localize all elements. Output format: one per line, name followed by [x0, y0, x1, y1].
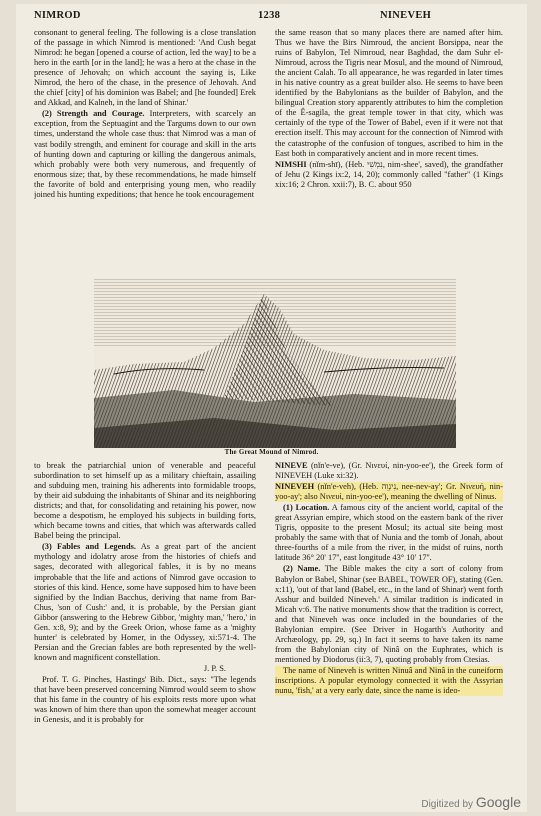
paragraph: the same reason that so many places there are named after him. Thus we have the Birs Nimroud, the ancient Borsippa, near the ruins of Babylon, Tel Nimroud, near Baghdad, the dam Suhr el-Nimroud, across the Tigris near Mosul, and the mound of Nimroud, the ancient Calah. To all appearance, he was regarded in later times in his native country as a great builder also. He seems to have been identified by the Babylonians as the builder of Babylon, and the bilingual Creation story apparently attributes to him the completion of the Ê-sagila, the great temple tower in that city, which was certainly of the type of the Tower of Babel, even if it were not that erection itself. This may account for the connection of Nimrod with the catastrophe of the confusion of tongues, ascribed to him in the East both in comparatively ancient and in more recent times. — [275, 28, 503, 158]
section-text: The Bible makes the city a sort of colony from Babylon or Babel, Shinar (see BABEL, TOWER OF), stating (Gen. x:11), 'out of that land (Babel, etc., in the land of Shinar) went forth Asshur and builded Nineveh.' A similar tradition is indicated in Micah v:6. The native monuments show that the tradition is correct, and that Nineveh was once included in the boundaries of the Babylonian empire. (See Driver in Hogarth's Authority and Archæology, pp. 29, sq.) In fact it seems to have taken its name from the Babylonian city of Ninâ on the Euphrates, which is mentioned by Diodorus (ii:3, 7), quoting probably from Ctesias. — [275, 564, 503, 664]
entry-nineve — [275, 461, 503, 481]
section-text: As a great part of the ancient mythology and idolatry arose from the histories of chiefs and sages, decorated with allegorical fables, it is by no means improbable that the life and actions of Nimrod gave occasion to stories of this kind. Hence, some have supposed him to have been signified by the Indian Bacchus, deriving that name from Bar-Chus, 'son of Cush:' and, it is probable, by the Persian giant Gibbor (answering to the Hebrew Gibbor, 'mighty man,' 'hero,' in Gen. x:8, 9); and by the Greek Orion, whose fame as a 'mighty hunter' is celebrated by Homer, in the Odyssey, xi:571-4. The Persian and the Grecian fables are both represented by the well-known and magnificent constellation. — [34, 542, 256, 662]
entry-text: (nĭn'e-ve), (Gr. Νινευί, nin-yoo-ee'), the Greek form of NINEVEH (Luke xi:32). — [275, 461, 503, 481]
column-top-left — [34, 28, 256, 276]
entry-headword: NIMSHI — [275, 159, 307, 169]
entry-text: (nĭn'e-veh), (Heb. נִינְוֵה, nee-nev-ay'; Gr. Νινευή, nin-yoo-ay'; also Νινευί, nin-yoo-ee'), meaning the dwelling of Ninus. — [275, 482, 503, 502]
entry-headword: NINEVEH — [275, 482, 315, 492]
section-2-name — [275, 564, 503, 664]
image-caption: The Great Mound of Nimrod. — [224, 448, 319, 456]
running-header — [16, 10, 527, 24]
page-number: 1238 — [258, 10, 281, 21]
entry-headword: NINEVE — [275, 461, 308, 470]
section-1-location — [275, 503, 503, 563]
section-heading: (2) Name. — [283, 564, 321, 574]
section-3-fables — [34, 542, 256, 663]
section-heading: (3) Fables and Legends. — [42, 542, 136, 552]
google-watermark — [421, 794, 521, 810]
section-heading: (2) Strength and Courage. — [42, 109, 145, 119]
paragraph-highlighted: The name of Nineveh is written Ninuâ and Ninâ in the cuneiform inscriptions. A popular etymology connected it with the Assyrian nunu, 'fish,' at a very early date, since the name is ideo- — [275, 665, 503, 696]
entry-nineveh-highlighted — [275, 482, 503, 502]
mound-engraving-image — [94, 278, 456, 448]
header-left: NIMROD — [34, 10, 81, 21]
paragraph: to break the patriarchial union of venerable and peaceful subordination to set himself up as a military chieftain, assailing and subduing men, training his adherents into formidable troops, by their aid subduing the inhabitants of Shinar and its neighboring districts; and that, for consolidating and retaining his power, now become a despotism, he employed his subjects in building forts, which became towns and cities, that which was afterwards called Babel being the principal. — [34, 461, 256, 541]
column-bottom-right — [275, 461, 503, 803]
section-text: A famous city of the ancient world, capital of the great Assyrian empire, which stood on the eastern bank of the river Tigris, opposite to the present Mosul; its actual site being most probably the same with that of Nunia and the tomb of Jonah, about three-fourths of a mile from the river, in the midst of ruins, north latitude 36° 20' 17'', east longitude 43° 10' 17''. — [275, 503, 503, 563]
column-top-right — [275, 28, 503, 276]
paragraph: Prof. T. G. Pinches, Hastings' Bib. Dict., says: "The legends that have been preserved concerning Nimrod would seem to show that his fame in the country of his exploits rests more upon what was known of him there than upon the somewhat meager account in Genesis, and it is probably for — [34, 674, 256, 725]
watermark-brand: Google — [475, 794, 521, 810]
entry-text: (nĭm-shī), (Heb. נִמְשִׁי, nim-shee', saved), the grandfather of Jehu (2 Kings ix:2, 14, 20); commonly called "father" (1 Kings xix:16; 2 Chron. xxii:7), B. C. about 950 — [275, 159, 503, 189]
section-text: Interpreters, with scarcely an exception, from the Septuagint and the Targums down to our own times, understand the whole case thus: that Nimrod was a man of vast bodily strength, and eminent for courage and skill in the arts of hunting down and capturing or killing the dangerous animals, which probably were both very numerous, and frequently of enormous size; that, by these recommendations, he made himself the favorite of bold and enterprising young men, who readily joined his hunting expeditions; that hence he took encouragement — [34, 109, 256, 199]
book-page — [16, 4, 527, 812]
paragraph: consonant to general feeling. The following is a close translation of the passage in which Nimrod is mentioned: 'And Cush begat Nimrod: he began [opened a course of action, led the way] to be a hero in the earth [or in the land]; he was a hero at the chase in the presence of Jehovah; on which account the saying is, Like Nimrod, the hero of the chase, in the presence of Jehovah. And the chief [city] of his dominion was Babel; and [he founded] Erek and Akkad, and Kalneh, in the land of Shinar.' — [34, 28, 256, 108]
section-2-strength — [34, 109, 256, 199]
watermark-prefix: Digitized by — [421, 799, 474, 810]
column-bottom-left — [34, 461, 256, 803]
entry-nimshi — [275, 160, 503, 190]
section-heading: (1) Location. — [283, 503, 330, 513]
author-initials: J. P. S. — [203, 663, 226, 673]
header-right: NINEVEH — [380, 10, 432, 21]
